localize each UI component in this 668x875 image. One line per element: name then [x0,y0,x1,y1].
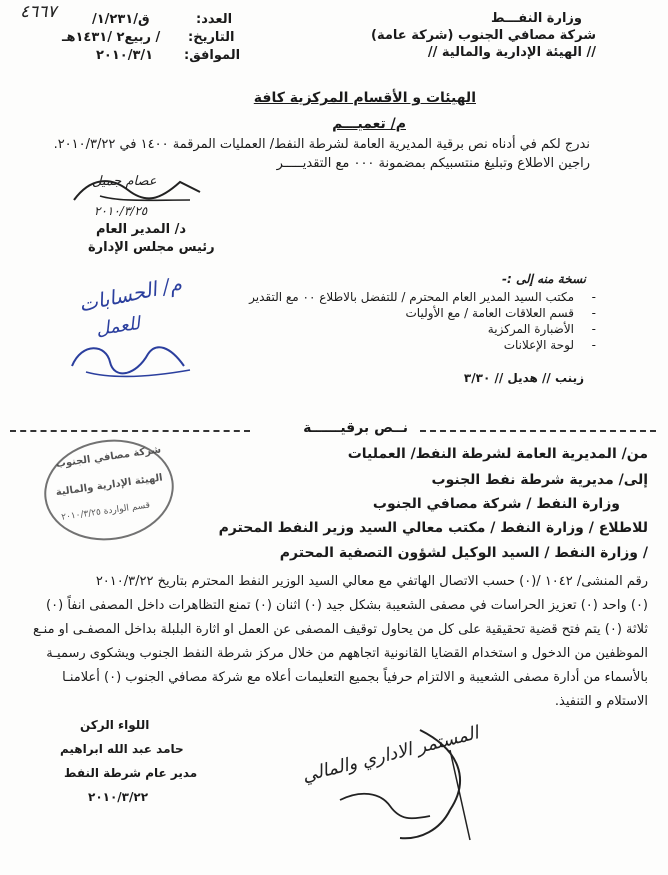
telegram-to: إلى/ مديرية شرطة نفط الجنوب [431,472,648,488]
bullet-3: - [591,322,596,336]
department-name: // الهيئة الإدارية والمالية // [427,45,596,60]
body-line-2: راجين الاطلاع وتبليغ منتسبيكم بمضمونة ٠٠٠ مع التقديـــــر [276,156,590,171]
separator-left [10,430,250,432]
telegram-to-company: وزارة النفط / شركة مصافي الجنوب [372,496,620,512]
copy-item-4: لوحة الإعلانات [503,338,574,352]
signature-date: ٢٠١٠/٣/٢٥ [94,204,148,218]
telegram-para-line-2: (٠) واحد (٠) تعزيز الحراسات في مصفى الشعيبة بشكل جيد (٠) اثنان (٠) تمنع التظاهرات داخل المصفى انفاً (٠) [46,598,648,613]
telegram-from: من/ المديرية العامة لشرطة النفط/ العمليات [347,446,648,462]
stamp-bottom-text: قسم الواردة ٢٠١٠/٣/٢٥ [60,500,151,523]
number-label: العدد: [196,12,233,27]
handwritten-number: ٤٦٦٧ [20,2,57,22]
typist-initials: زينب // هديل // ٣/٣٠ [463,371,584,385]
official-stamp [38,431,181,548]
handwritten-note-accounts: م/ الحسابات [76,271,184,317]
signer-date: ٢٠١٠/٣/٢٢ [88,790,149,804]
ministry-name: وزارة النفـــط [491,11,582,26]
company-name: شركة مصافي الجنوب (شركة عامة) [371,28,596,43]
blue-signature-scribble [66,336,196,382]
signer-title: مدير عام شرطة النفط [64,766,198,780]
director-title: د/ المدير العام [96,222,187,237]
telegram-info-2: / وزارة النفط / السيد الوكيل لشؤون التصفية المحترم [279,545,648,561]
telegram-para-line-1: رقم المنشى/ ١٠٤٢ /(٠) حسب الاتصال الهاتفي مع معالي السيد الوزير النفط المحترم بتاريخ ٢٠١٠/٣/٢٢ [95,574,648,589]
telegram-para-line-6: الاستلام و التنفيذ. [554,694,648,709]
director-signature: عصام جميل [92,174,157,189]
stamp-top-text: شركة مصافي الجنوب [55,444,162,471]
copy-item-3: الأضبارة المركزية [487,322,574,336]
handwritten-note-action: للعمل [94,313,142,340]
date-label: التاريخ: [188,30,235,45]
corresponding-label: الموافق: [184,48,241,63]
telegram-title: نــص برقيــــــة [303,420,408,436]
telegram-para-line-4: الموظفين من الدخول و استخدام القضايا القانونية اتجاههم من خلال مركز شرطة النفط الجنوب ويشكوى رسميـة [46,646,648,661]
addressee: الهيئات و الأقسام المركزية كافة [253,90,476,106]
telegram-para-line-3: ثلاثة (٠) يتم فتح قضية تحقيقية على كل من يحاول توقيف المصفى عن العمل او اثارة البلبلة بداخل المصفـى او منـع [32,622,648,637]
body-line-1: ندرج لكم في أدناه نص برقية المديرية العامة لشرطة النفط/ العمليات المرقمة ١٤٠٠ في ٢٠١٠/٣/٢٢. [53,137,590,152]
corresponding-value: ٢٠١٠/٣/١ [96,48,154,63]
telegram-para-line-5: بالأسماء من أدارة مصفى الشعيبة و الالتزام حرفياً بجميع التعليمات أعلاه مع شركة مصافي الجنوب (٠) أعلامنـا [62,670,648,685]
stamp-middle-text: الهيئة الإدارية والمالية [55,472,164,499]
copy-item-1: مكتب السيد المدير العام المحترم / للتفضل بالاطلاع ٠٠ مع التقدير [249,290,574,304]
number-value: ق/١/٢٣١/ [92,12,150,27]
separator-right [420,430,656,432]
telegram-info-1: للاطلاع / وزارة النفط / مكتب معالي السيد وزير النفط المحترم [218,520,648,536]
bullet-2: - [591,306,596,320]
bullet-1: - [591,290,596,304]
date-value: / ربيع٢ /١٤٣١هـ [62,30,161,45]
bottom-signature-scribble [300,720,500,850]
copy-item-2: قسم العلاقات العامة / مع الأوليات [405,306,574,320]
signer-name: حامد عبد الله ابراهيم [60,742,184,756]
bullet-4: - [591,338,596,352]
subject: م/ تعميـــم [332,116,406,132]
signer-rank: اللواء الركن [80,718,150,732]
bottom-handwritten-note: المستمر الاداري والمالي [300,722,481,787]
board-chairman-title: رئيس مجلس الإدارة [88,240,215,255]
copies-heading: نسخة منه إلى :- [501,272,586,286]
